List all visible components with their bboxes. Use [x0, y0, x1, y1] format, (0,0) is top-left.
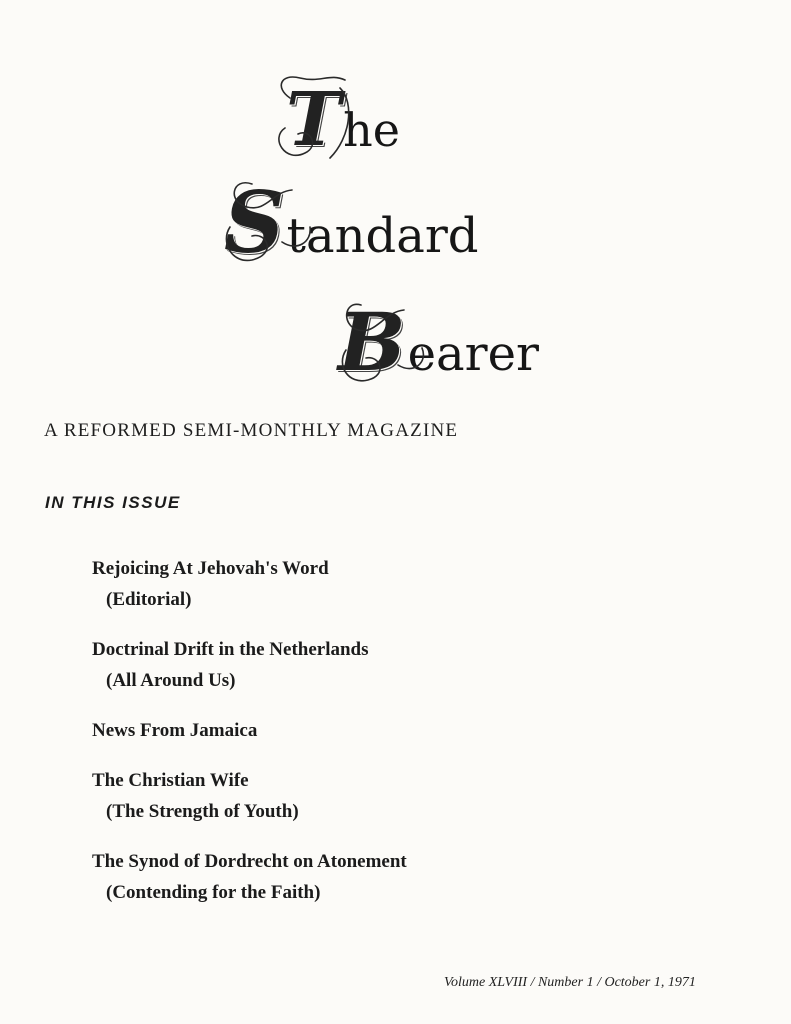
toc-item-title: Doctrinal Drift in the Netherlands: [92, 639, 369, 660]
toc-item-subtitle: (Contending for the Faith): [106, 882, 321, 903]
magazine-subtitle: A REFORMED SEMI-MONTHLY MAGAZINE: [44, 420, 459, 441]
toc-item: [92, 553, 692, 615]
toc-item-title: Rejoicing At Jehovah's Word: [92, 558, 329, 579]
table-of-contents: [92, 553, 692, 908]
toc-item: [92, 846, 692, 908]
in-this-issue-heading: IN THIS ISSUE: [45, 493, 181, 512]
masthead-initial-t: T: [286, 77, 342, 163]
toc-item: [92, 634, 692, 696]
masthead-initial-s: S: [224, 173, 285, 272]
masthead-initial-b: B: [338, 295, 406, 389]
toc-item-title: News From Jamaica: [92, 720, 258, 741]
masthead-flourish-t: [270, 68, 360, 168]
masthead-flourish-b: [336, 290, 436, 390]
masthead-flourish-s: [222, 172, 322, 272]
toc-item: [92, 765, 692, 827]
toc-item-subtitle: (All Around Us): [106, 670, 236, 691]
toc-item-title: The Christian Wife: [92, 770, 249, 791]
masthead-rest-standard: tandard: [286, 208, 479, 264]
toc-item: [92, 715, 692, 746]
toc-item-title: The Synod of Dordrecht on Atonement: [92, 851, 407, 872]
toc-item-subtitle: (The Strength of Youth): [106, 801, 299, 822]
masthead-rest-the: he: [343, 103, 400, 157]
masthead-rest-bearer: earer: [407, 326, 539, 382]
issue-footer: Volume XLVIII / Number 1 / October 1, 1971: [444, 975, 696, 990]
toc-item-subtitle: (Editorial): [106, 589, 192, 610]
